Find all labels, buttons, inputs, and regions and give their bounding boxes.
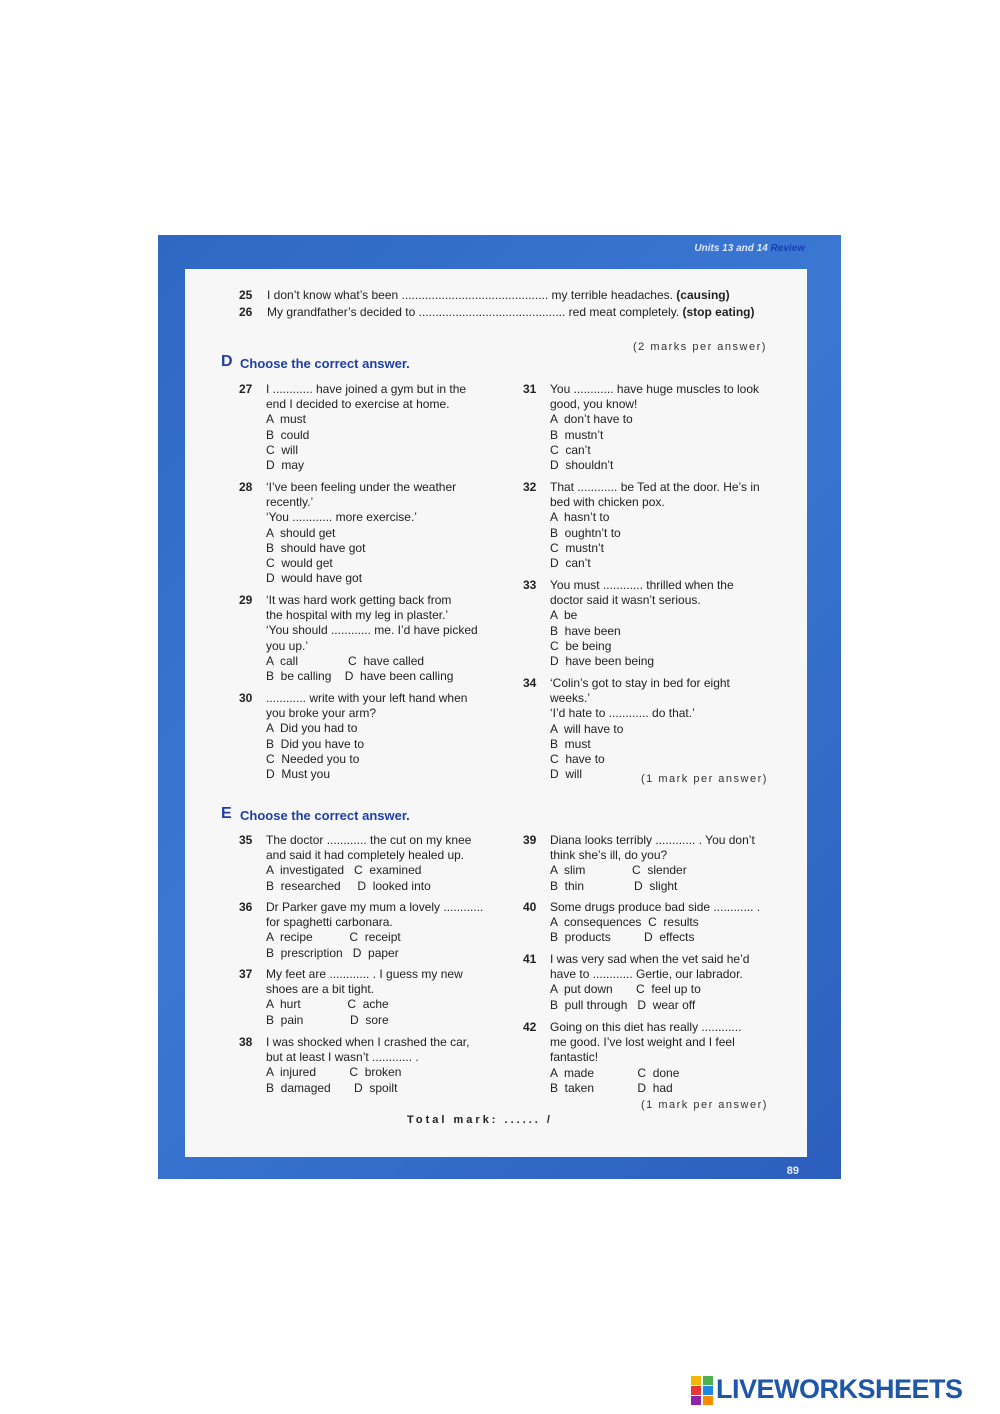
question-line: recently.’ <box>266 495 314 510</box>
question-line: shoes are a bit tight. <box>266 982 375 997</box>
answer-option[interactable]: B prescription D paper <box>266 945 399 960</box>
question-line: end I decided to exercise at home. <box>266 397 450 412</box>
answer-option[interactable]: A recipe C receipt <box>266 930 401 945</box>
answer-option[interactable]: A consequences C results <box>550 915 699 930</box>
question-number: 42 <box>523 1020 537 1034</box>
question-line: fantastic! <box>550 1050 599 1065</box>
question-line: you broke your arm? <box>266 706 377 721</box>
question-number: 28 <box>239 480 253 494</box>
marks-note: (1 mark per answer) <box>641 1099 768 1111</box>
answer-option[interactable]: B oughtn’t to <box>550 525 621 540</box>
unit-header <box>694 243 805 254</box>
question-line: and said it had completely healed up. <box>266 848 465 863</box>
question-line: but at least I wasn’t ............ . <box>266 1050 419 1065</box>
answer-option[interactable]: A be <box>550 608 578 623</box>
question-line: Some drugs produce bad side ............ . <box>550 900 761 914</box>
question-line: ‘It was hard work getting back from <box>266 593 452 607</box>
answer-option[interactable]: C be being <box>550 638 612 653</box>
answer-option[interactable]: B be calling D have been calling <box>266 669 454 683</box>
question-line: I was very sad when the vet said he’d <box>550 952 750 966</box>
question-number: 37 <box>239 967 253 981</box>
answer-option[interactable]: B thin D slight <box>550 878 678 893</box>
units-label: Units 13 and 14 <box>694 243 771 254</box>
question-line: That ............ be Ted at the door. He’s in <box>550 480 760 494</box>
answer-option[interactable]: A Did you had to <box>266 721 358 736</box>
question-number: 34 <box>523 676 537 690</box>
marks-note: (2 marks per answer) <box>633 341 767 353</box>
section-title: Choose the correct answer. <box>240 356 410 371</box>
question-number: 32 <box>523 480 537 494</box>
question-line: ‘I’ve been feeling under the weather <box>266 480 457 494</box>
question-line: My feet are ............ . I guess my new <box>266 967 463 981</box>
question-number: 29 <box>239 593 253 607</box>
question-line: I ............ have joined a gym but in the <box>266 382 467 396</box>
question-line: Dr Parker gave my mum a lovely ............ <box>266 900 484 914</box>
page-number: 89 <box>786 1165 799 1177</box>
question-number: 30 <box>239 691 253 705</box>
question-text: I don’t know what’s been ............................................ my terrible headaches. (causing) <box>267 288 730 302</box>
question-number: 33 <box>523 578 537 592</box>
answer-option[interactable]: A will have to <box>550 721 624 736</box>
question-line: You must ............ thrilled when the <box>550 578 734 592</box>
question-line: Diana looks terribly ............ . You don’t <box>550 833 755 847</box>
question-number: 38 <box>239 1035 253 1049</box>
question-number: 36 <box>239 900 253 914</box>
question-line: the hospital with my leg in plaster.’ <box>266 608 449 623</box>
question-line: you up.’ <box>266 638 309 653</box>
answer-option[interactable]: A should get <box>266 525 336 540</box>
section-letter: D <box>221 353 233 370</box>
question-line: ‘You ............ more exercise.’ <box>266 510 417 525</box>
total-mark: Total mark: ...... / <box>407 1114 553 1126</box>
question-text: My grandfather’s decided to ............................................ red meat completely. (stop eating) <box>267 305 755 319</box>
hint-word: (stop eating) <box>682 305 755 319</box>
answer-option[interactable]: A call C have called <box>266 653 425 668</box>
answer-option[interactable]: C have to <box>550 752 605 766</box>
hint-word: (causing) <box>676 288 730 302</box>
question-number: 25 <box>239 288 253 302</box>
question-line: I was shocked when I crashed the car, <box>266 1035 470 1049</box>
answer-option[interactable]: A must <box>266 412 307 427</box>
question-line: ‘You should ............ me. I’d have picked <box>266 623 478 638</box>
question-line: ‘Colin’s got to stay in bed for eight <box>550 676 730 690</box>
section-title: Choose the correct answer. <box>240 808 410 823</box>
answer-option[interactable]: D would have got <box>266 571 363 586</box>
answer-option[interactable]: A investigated C examined <box>266 863 422 878</box>
section-letter: E <box>221 805 232 822</box>
question-line: The doctor ............ the cut on my knee <box>266 833 472 847</box>
answer-option[interactable]: A put down C feel up to <box>550 982 701 997</box>
answer-option[interactable]: B mustn’t <box>550 427 604 442</box>
question-line: weeks.’ <box>550 691 591 706</box>
answer-option[interactable]: D will <box>550 767 582 782</box>
question-line: ‘I’d hate to ............ do that.’ <box>550 706 695 721</box>
answer-option[interactable]: D shouldn’t <box>550 458 614 472</box>
answer-option[interactable]: B should have got <box>266 540 366 555</box>
question-line: You ............ have huge muscles to look <box>550 382 760 396</box>
question-line: have to ............ Gertie, our labrador. <box>550 967 743 982</box>
answer-option[interactable]: B Did you have to <box>266 736 365 751</box>
answer-option[interactable]: A hurt C ache <box>266 997 389 1012</box>
question-line: doctor said it wasn’t serious. <box>550 593 701 608</box>
answer-option[interactable]: D may <box>266 458 305 472</box>
question-number: 26 <box>239 305 253 319</box>
answer-option[interactable]: C can’t <box>550 442 591 457</box>
answer-option[interactable]: A injured C broken <box>266 1065 402 1080</box>
question-number: 35 <box>239 833 253 847</box>
liveworksheets-logo-icon <box>691 1376 715 1406</box>
answer-option[interactable]: A slim C slender <box>550 863 687 878</box>
answer-option[interactable]: C would get <box>266 556 333 570</box>
answer-option[interactable]: B researched D looked into <box>266 878 431 893</box>
answer-option[interactable]: D have been being <box>550 654 655 668</box>
answer-option[interactable]: B products D effects <box>550 930 695 945</box>
answer-option[interactable]: C Needed you to <box>266 751 360 766</box>
answer-option[interactable]: B damaged D spoilt <box>266 1080 398 1095</box>
marks-note: (1 mark per answer) <box>641 773 768 785</box>
answer-option[interactable]: B taken D had <box>550 1080 673 1095</box>
brand-name: LIVEWORKSHEETS <box>716 1374 963 1404</box>
answer-option[interactable]: B could <box>266 427 310 442</box>
answer-option[interactable]: B pain D sore <box>266 1012 389 1027</box>
answer-option[interactable]: C mustn’t <box>550 540 605 555</box>
question-line: for spaghetti carbonara. <box>266 915 393 930</box>
question-line: me good. I’ve lost weight and I feel <box>550 1035 735 1050</box>
question-line: ............ write with your left hand when <box>266 691 468 705</box>
question-line: Going on this diet has really ............ <box>550 1020 742 1034</box>
answer-option[interactable]: A made C done <box>550 1065 680 1080</box>
answer-option[interactable]: D can’t <box>550 556 591 570</box>
question-number: 39 <box>523 833 537 847</box>
review-label: Review <box>770 243 805 254</box>
answer-option[interactable]: C will <box>266 442 298 457</box>
answer-option[interactable]: B pull through D wear off <box>550 997 696 1012</box>
answer-option[interactable]: A don’t have to <box>550 412 633 427</box>
answer-option[interactable]: D Must you <box>266 767 331 781</box>
question-number: 41 <box>523 952 537 966</box>
question-number: 27 <box>239 382 253 396</box>
answer-option[interactable]: B have been <box>550 623 621 638</box>
question-line: good, you know! <box>550 397 638 412</box>
question-number: 40 <box>523 900 537 914</box>
answer-option[interactable]: B must <box>550 736 591 751</box>
question-line: think she’s ill, do you? <box>550 848 668 863</box>
page-frame <box>158 235 841 1179</box>
question-line: bed with chicken pox. <box>550 495 665 510</box>
answer-option[interactable]: A hasn’t to <box>550 510 610 525</box>
question-number: 31 <box>523 382 537 396</box>
